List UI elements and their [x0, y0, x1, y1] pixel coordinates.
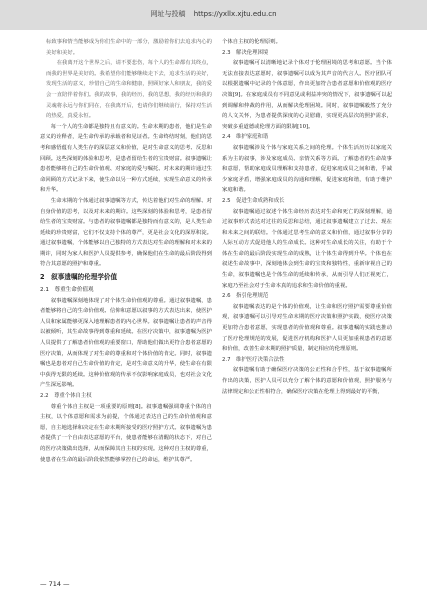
subsection-heading: 2.2 尊重个体自主权 — [40, 393, 92, 399]
body-paragraph: 叙事遗嘱有助于确保医疗决策的公正性和合乎性，基于叙事遗嘱所作出的决策，医护人员可以充分了解个体的意愿和价值观，照护服务与法律规定和公正性相符合，确保医疗决策在伦理上得到最好的平衡， — [222, 367, 392, 395]
body-paragraph: 尊重个体自主权是一项重要的原则[8]。叙事遗嘱强调尊重个体的自主权，以个体意愿和需求为前提，个体通过表达自己的生命价值观和意愿，自主地选择和决定在生命末期所接受的医疗照护方式。叙事遗嘱为患者提供了一个自由表达意愿的平台，使患者能够在清醒的状态下，对自己的医疗决策做出选择，从而保障其自主权的实现。这种对自主权的尊重，使患者在生命的最后阶段依然能够掌控自己的命运，维护其尊严。 — [40, 403, 212, 463]
body-paragraph: 叙事遗嘱可以清晰地记录个体对于伦理困境的思考和意愿。当个体无法直接表达意愿时，叙事遗嘱可以成为其声音的代言人。医疗团队可以根据遗嘱中记录的个体意愿，作出更加符合患者意愿和价值观的医疗决策[9]。在家庭成员有不同意见或利益冲突的情况下，叙事遗嘱可以起到调解和仲裁的作用，从而解决伦理困境。同时，叙事遗嘱毅然了充分的人文关怀，为患者提供深度的心灵慰藉，实现更高层次的照护需求，突破多重道德或伦理方面的限制[10]。 — [222, 60, 392, 130]
section-heading: 2 叙事遗嘱的伦理学价值 — [40, 273, 118, 282]
quote-paragraph: 标致事和情当能够成为你们生命中的一部分，激励着你们去追求内心的美好和美好。 — [46, 39, 212, 56]
body-paragraph: 叙事遗嘱通过叙述个体生命经历表达对生命和死亡的深刻理解，通过叙事形式表达对过往的反思和总结，通过叙事遗嘱建立了过去、现在和未来之间的联结。个体通过思考生命的意义和价值，通过叙事分享的人际互动方式促进他人的生命成长。这种对生命成长的关注，有助于个体在生命的最后阶段实现生命的成熟，让个体生命得到升华。个体也在叙述生命故事中，深刻地体会到生命的宝贵和独特性，重新审视自己的生命，叙事遗嘱也是个体生命的延续和传承，从而引导人们正视死亡，家庭乃至社会对于生命本真的追求和生命价值的重视。 — [222, 208, 392, 289]
subsection-heading: 2.4 维护家庭和谐 — [222, 134, 269, 141]
subsection-heading: 2.3 解决伦理困境 — [222, 49, 269, 56]
subsection-heading: 2.7 维护医疗决策合法性 — [222, 356, 285, 363]
body-paragraph: 叙事遗嘱表达的是个体的价值观，让生命和医疗照护需要尊重价值观，叙事遗嘱可以引导对生命末期的医疗决策和照护实践，使医疗决策更加符合患者意愿，实现患者的价值观和尊重。叙事遗嘱的实践也推动了医疗伦理规范的发展，促进医疗机构和医护人员更加重视患者的意愿和价值，改善生命末期的照护质量，制定相应的伦理原则。 — [222, 303, 392, 353]
journal-name: 网址与投稿 — [150, 10, 186, 18]
body-paragraph: 每一个人的生命都是独特且有意义的。生命末期的患者，他们是生命意义的诠释者，是生命传承的承载者和见证者。生命终结时刻，他们的思考和感悟蕴有人类生存的深层意义和价值，是对生命意义的思考、反思和回顾。这些深刻的体验和思考，是患者留给生者的宝贵财富。叙事遗嘱让患者能够将自己的生命价值观、对家庭的爱与嘱托、对未来的期许通过生命回顾的方式记录下来，使生命以另一种方式延续，实现生命意义的传承和升华。 — [40, 123, 212, 194]
body-paragraph: 叙事遗嘱涉及个体与家庭关系之间的伦理。个体生活历历以家庭关系为主的叙事，涉及家庭成员、亲情关系等方面。了解患者的生命故事和意愿，帮助家庭成员理解和支持患者，促进家庭成员之间和谐，乎减少家庭矛盾，增强家庭成员的沟通和理解，促进家庭和谐，有助于维护家庭和谐。 — [222, 144, 392, 194]
page-number: — 714 — — [40, 580, 70, 588]
journal-url: https://yxllx.xjtu.edu.cn — [193, 10, 277, 18]
left-column — [40, 37, 212, 465]
body-paragraph: 生命末期的个体通过叙事遗嘱等方式，传达着他们对生命的理解、对自身价值的思考，以及对未来的期许。这些深刻的体验和思考，是患者留给生者的宝贵财富。与患者的叙事遗嘱都是独特而有意义的，是人类生命延续的珍贵财富，它们不仅支持个体的尊严，更是社会文化的深厚积淀。通过叙事遗嘱，个体能够以自己独特的方式表达对生命的理解和对未来的期许，同时为家人和医护人员提供参考，确保他们在生命的最后阶段得到符合其意愿的照护和尊重。 — [40, 197, 212, 268]
body-paragraph: 个体自主权的伦理原则。 — [222, 39, 282, 45]
journal-header — [0, 9, 427, 19]
subsection-heading: 2.6 指引伦理规范 — [222, 293, 269, 300]
quote-paragraph: 在我离开这个世界之后，请不要悲伤，每个人的生命都有其终点，而我的世界是美好的。我希望你们能够继续走下去，追求生活的美好，发现生活的意义，珍惜自己的生命和健康，照顾好家人和朋友，我的爱会一直陪伴着你们。我的故事，我的经历，我的思想，我的经历和我的灵魂将永远与你们同在，在我离开后，也请你们继续前行，保持对生活的热爱，真爱永恒。 — [46, 60, 212, 120]
subsection-heading: 2.5 促进生命成熟和成长 — [222, 197, 285, 204]
journal-header-bar — [0, 0, 427, 30]
subsection-heading: 2.1 尊重生命价值观 — [40, 287, 94, 294]
body-paragraph: 叙事遗嘱深刻地体现了对个体生命价值观的尊重。通过叙事遗嘱，患者能够将自己的生命价值观、信仰和意愿以叙事的方式表达出来，使医护人员和家属能够更深入地理解患者的内心世界。叙事遗嘱让患者的声音得以被倾听，其生命故事得到尊重和延续。在医疗决策中，叙事遗嘱为医护人员提供了了解患者价值观的重要窗口，帮助他们做出更符合患者意愿的医疗决策，从而体现了对生命的尊重和对个体价值的肯定。同时，叙事遗嘱也是患者对自己生命价值的肯定，是对生命意义的升华，使生命在有限中获得无限的延续。这种价值观的传承不仅影响家庭成员，也对社会文化产生深远影响。 — [40, 297, 212, 389]
right-column — [222, 37, 392, 397]
